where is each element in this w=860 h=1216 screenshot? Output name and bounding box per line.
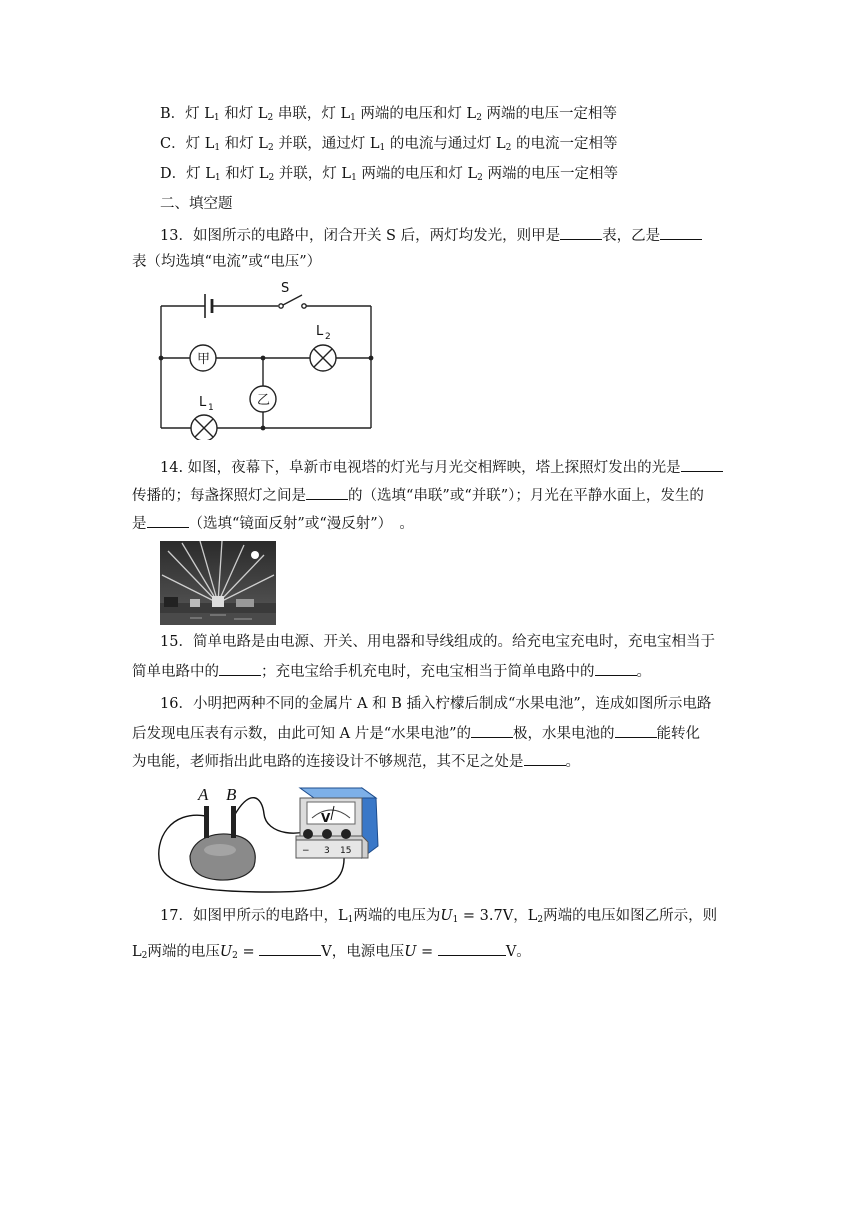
lamp-2-label: L: [316, 324, 324, 339]
question-text: 的（选填“串联”或“并联”）；月光在平静水面上，发生的: [348, 488, 704, 504]
answer-blank[interactable]: [219, 660, 261, 676]
subscript: 2: [505, 143, 512, 153]
option-c-text: 的电流一定相等: [511, 136, 618, 152]
subscript: 1: [213, 113, 220, 123]
question-text: 为电能，老师指出此电路的连接设计不够规范，其不足之处是: [132, 754, 524, 770]
lamp-2-subscript: 2: [325, 332, 331, 342]
subscript: 2: [477, 173, 483, 183]
subscript: 1: [452, 915, 459, 925]
section-title: 二、填空题: [160, 196, 233, 212]
option-c-text: 和灯 L: [220, 136, 268, 152]
option-d: [160, 164, 618, 188]
answer-blank[interactable]: [660, 224, 702, 240]
variable-u1: U: [440, 908, 453, 924]
option-b: [160, 104, 617, 128]
option-d-text: 和灯 L: [220, 166, 269, 182]
option-d-text: 两端的电压一定相等: [482, 166, 618, 182]
subscript: 1: [214, 143, 221, 153]
value-u1: = 3.7V: [458, 908, 514, 924]
answer-blank[interactable]: [595, 660, 637, 676]
answer-blank[interactable]: [259, 940, 321, 956]
voltmeter-symbol: V: [321, 811, 331, 825]
question-text: 是: [132, 516, 147, 532]
strip-b-label: B: [226, 785, 237, 804]
option-b-text: 两端的电压一定相等: [481, 106, 618, 122]
subscript: 1: [350, 113, 356, 123]
subscript: 2: [537, 915, 544, 925]
question-15-line-1: 15．简单电路是由电源、开关、用电器和导线组成的。给充电宝充电时，充电宝相当于: [160, 634, 715, 650]
question-17-line-1: [160, 906, 717, 930]
question-text: 传播的；每盏探照灯之间是: [132, 488, 306, 504]
question-14-line-3: [132, 512, 414, 534]
subscript: 2: [476, 113, 482, 123]
question-17-line-2: [132, 940, 531, 966]
question-text: 14. 如图，夜幕下，阜新市电视塔的灯光与月光交相辉映，塔上探照灯发出的光是: [160, 460, 681, 476]
option-d-text: 并联，灯 L: [274, 166, 352, 182]
question-13-line-2: 表（均选填“电流”或“电压”）: [132, 254, 322, 270]
meter-jia-label: 甲: [197, 352, 211, 367]
answer-blank[interactable]: [306, 484, 348, 500]
option-c: [160, 134, 617, 158]
subscript: 1: [214, 173, 221, 183]
strip-a-label: A: [198, 785, 209, 804]
answer-blank[interactable]: [471, 722, 513, 738]
question-14-line-2: [132, 484, 704, 506]
question-text: L: [132, 944, 142, 960]
question-text: 能转化: [656, 726, 701, 742]
question-15-line-2: [132, 660, 651, 682]
subscript: 2: [267, 113, 274, 123]
question-14-line-1: [160, 456, 723, 478]
question-text: 17．如图甲所示的电路中，L: [160, 908, 348, 924]
question-text: V。: [505, 944, 531, 960]
moon-icon: [251, 551, 259, 559]
option-d-text: D．灯 L: [160, 166, 215, 182]
terminal-15-label: 15: [340, 846, 352, 856]
question-text: 表，乙是: [602, 228, 661, 244]
answer-blank[interactable]: [560, 224, 602, 240]
option-b-text: 串联，灯 L: [273, 106, 351, 122]
option-b-text: 两端的电压和灯 L: [355, 106, 477, 122]
lemon: [190, 834, 255, 880]
tv-tower-night-photo: [160, 541, 276, 625]
variable-u2: U: [219, 944, 233, 960]
answer-blank[interactable]: [147, 512, 189, 528]
lamp-1-label: L: [199, 395, 207, 410]
option-c-text: 并联，通过灯 L: [273, 136, 380, 152]
question-text: 简单电路中的: [132, 664, 219, 680]
question-text: 。: [636, 664, 651, 680]
terminal-negative-label: −: [302, 846, 310, 856]
subscript: 1: [347, 915, 354, 925]
switch-label: S: [281, 281, 290, 296]
question-text: 极，水果电池的: [513, 726, 615, 742]
circuit-diagram-13: [150, 278, 385, 440]
terminal-3-label: 3: [324, 846, 330, 856]
question-16-line-1: 16．小明把两种不同的金属片 A 和 B 插入柠檬后制成“水果电池”，连成如图所示电路: [160, 696, 712, 712]
option-d-text: 两端的电压和灯 L: [356, 166, 478, 182]
question-text: ；充电宝给手机充电时，充电宝相当于简单电路中的: [261, 664, 595, 680]
equals-sign: =: [237, 944, 260, 960]
subscript: 2: [267, 143, 274, 153]
question-16-line-3: [132, 750, 580, 772]
answer-blank[interactable]: [438, 940, 506, 956]
option-b-text: 和灯 L: [219, 106, 268, 122]
answer-blank[interactable]: [524, 750, 566, 766]
meter-yi-label: 乙: [257, 393, 271, 408]
question-text: 13．如图所示的电路中，闭合开关 S 后，两灯均发光，则甲是: [160, 228, 561, 244]
question-text: 后发现电压表有示数，由此可知 A 片是“水果电池”的: [132, 726, 472, 742]
option-c-text: 的电流与通过灯 L: [385, 136, 506, 152]
metal-strip-b: [231, 806, 236, 838]
metal-strip-a: [204, 806, 209, 838]
answer-blank[interactable]: [615, 722, 657, 738]
answer-blank[interactable]: [681, 456, 723, 472]
equals-sign: =: [416, 944, 438, 960]
question-text: 两端的电压为: [353, 908, 441, 924]
question-16-line-2: [132, 722, 700, 744]
lamp-1-subscript: 1: [208, 403, 214, 413]
subscript: 2: [141, 951, 148, 961]
question-13-line-1: [160, 224, 702, 246]
question-text: 两端的电压: [147, 944, 220, 960]
subscript: 2: [268, 173, 275, 183]
option-b-text: B．灯 L: [160, 106, 214, 122]
variable-u: U: [404, 944, 417, 960]
question-text: 两端的电压如图乙所示，则: [543, 908, 718, 924]
question-text: V，电源电压: [321, 944, 405, 960]
fruit-battery-diagram: [150, 780, 390, 900]
option-c-text: C．灯 L: [160, 136, 215, 152]
subscript: 1: [351, 173, 357, 183]
question-text: 。: [565, 754, 580, 770]
question-text: ，L: [513, 908, 538, 924]
subscript: 1: [379, 143, 386, 153]
question-text: （选填“镜面反射”或“漫反射”） 。: [188, 516, 414, 532]
subscript: 2: [232, 951, 238, 961]
